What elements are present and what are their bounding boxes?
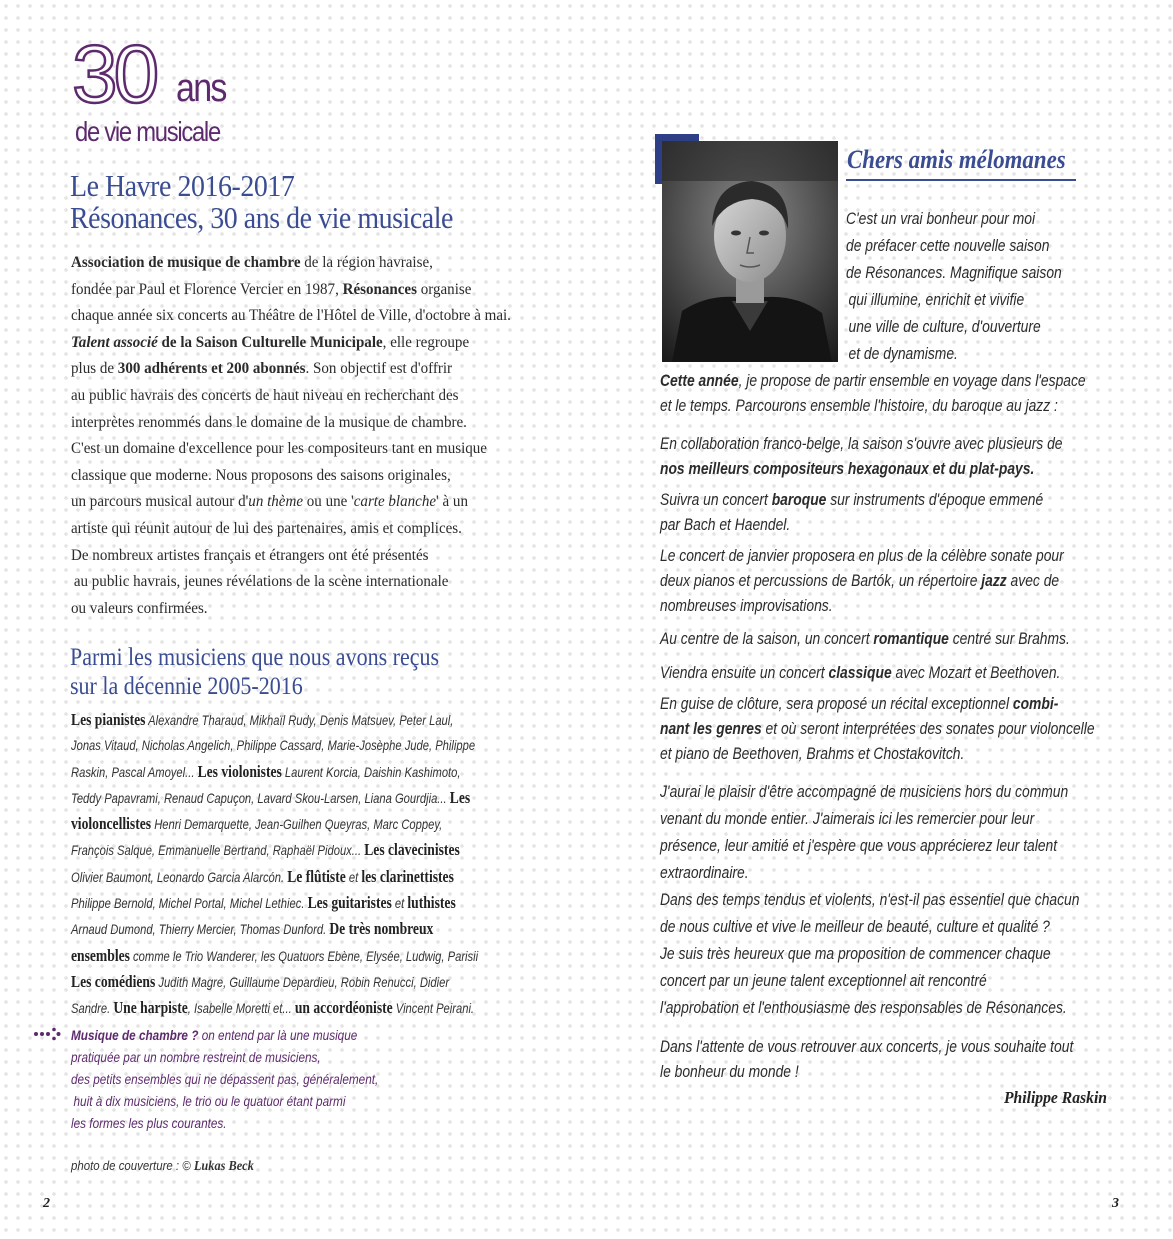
chamber-music-note: Musique de chambre ? on entend par là une musique pratiquée par un nombre restreint de musiciens, des petits ensembles qui ne dépassent pas, généralement, huit à dix musiciens, le trio ou le quatuor étant parmi les formes les plus courantes. <box>71 1027 379 1131</box>
page-number-right: 3 <box>1112 1196 1119 1211</box>
signature: Philippe Raskin <box>1004 1088 1107 1107</box>
photo-credit: photo de couverture : © Lukas Beck <box>71 1158 254 1174</box>
logo <box>72 29 272 150</box>
title-line-1: Le Havre 2016-2017 <box>70 168 295 203</box>
logo-subtitle: de vie musicale <box>75 116 220 147</box>
paragraph-franco-belge: En collaboration franco-belge, la saison s'ouvre avec plusieurs de nos meilleurs compositeurs hexagonaux et du plat-pays. <box>660 435 1063 478</box>
title-line-2: Résonances, 30 ans de vie musicale <box>70 200 453 235</box>
portrait-photo <box>662 141 838 362</box>
paragraph-baroque: Suivra un concert baroque sur instruments d'époque emmené par Bach et Haendel. <box>660 491 1044 534</box>
section-subtitle: Parmi les musiciens que nous avons reçus sur la décennie 2005-2016 <box>70 644 440 700</box>
page-number-left: 2 <box>43 1196 50 1211</box>
paragraph-romantique: Au centre de la saison, un concert romantique centré sur Brahms. <box>660 630 1070 648</box>
page-title <box>70 170 495 234</box>
letter-heading: Chers amis mélomanes <box>847 145 1066 174</box>
letter-lead: C'est un vrai bonheur pour moi de préfacer cette nouvelle saison de Résonances. Magnifique saison qui illumine, enrichit et vivifie une ville de culture, d'ouverture et de dynamisme. <box>846 210 1062 363</box>
paragraph-janvier: Le concert de janvier proposera en plus de la célèbre sonate pour deux pianos et percussions de Bartók, un répertoire jazz avec de nombreuses improvisations. <box>660 547 1064 615</box>
logo-number: 30 <box>72 29 156 120</box>
musicians-list: Les pianistes Alexandre Tharaud, Mikhaïl Rudy, Denis Matsuev, Peter Laul, Jonas Vitaud, Nicholas Angelich, Philippe Cassard, Marie-Josèphe Jude, Philippe Raskin, Pascal Amoyel... Les violonistes Laurent Korcia, Daishin Kashimoto, Teddy Papavrami, Renaud Capuçon, Lavard Skou-Larsen, Liana Gourdjia... Les violoncellistes Henri Demarquette, Jean-Guilhen Queyras, Marc Coppey, François Salque, Emmanuelle Bertrand, Raphaël Pidoux... Les clavecinistes Olivier Baumont, Leonardo Garcia Alarcón. Le flûtiste et les clarinettistes Philippe Bernold, Michel Portal, Michel Lethiec. Les guitaristes et luthistes Arnaud Dumond, Thierry Mercier, Thomas Dunford. De très nombreux ensembles comme le Trio Wanderer, les Quatuors Ebène, Elysée, Ludwig, Parisii Les comédiens Judith Magre, Guillaume Depardieu, Robin Renucci, Didier Sandre. Une harpiste, Isabelle Moretti et... un accordéoniste Vincent Peirani. <box>71 710 479 1018</box>
intro-paragraph: Association de musique de chambre de la région havraise, fondée par Paul et Florence Vercier en 1987, Résonances organise chaque année six concerts au Théâtre de l'Hôtel de Ville, d'octobre à mai. Talent associé de la Saison Culturelle Municipale, elle regroupe plus de 300 adhérents et 200 abonnés. Son objectif est d'offrir au public havrais des concerts de haut niveau en recherchant des interprètes renommés dans le domaine de la musique de chambre. C'est un domaine d'excellence pour les compositeurs tant en musique classique que moderne. Nous proposons des saisons originales, un parcours musical autour d'un thème ou une 'carte blanche' à un artiste qui réunit autour de lui des partenaires, amis et complices. De nombreux artistes français et étrangers ont été présentés au public havrais, jeunes révélations de la scène internationale ou valeurs confirmées. <box>71 254 511 617</box>
paragraph-cloture: En guise de clôture, sera proposé un récital exceptionnel combi- nant les genres et où seront interprétées des sonates pour violoncelle et piano de Beethoven, Brahms et Chostakovitch. <box>660 695 1095 763</box>
paragraph-cette-annee: Cette année, je propose de partir ensemble en voyage dans l'espace et le temps. Parcourons ensemble l'histoire, du baroque au jazz : <box>660 372 1086 415</box>
paragraph-remerciements: J'aurai le plaisir d'être accompagné de musiciens hors du commun venant du monde entier. J'aimerais ici les remercier pour leur présence, leur amitié et j'espère que vous apprécierez leur talent extraordinaire. Dans des temps tendus et violents, n'est-il pas essentiel que chacun de nous cultive et vive le meilleur de beauté, culture et qualité ? Je suis très heureux que ma proposition de commencer chaque concert par un jeune talent exceptionnel ait rencontré l'approbation et l'enthousiasme des responsables de Résonances. <box>660 783 1080 1017</box>
heading-underline <box>846 179 1076 181</box>
dotted-arrow-icon <box>33 1027 67 1041</box>
paragraph-conclusion: Dans l'attente de vous retrouver aux concerts, je vous souhaite tout le bonheur du monde ! <box>660 1038 1074 1081</box>
paragraph-classique: Viendra ensuite un concert classique avec Mozart et Beethoven. <box>660 664 1061 682</box>
logo-word: ans <box>176 66 226 110</box>
